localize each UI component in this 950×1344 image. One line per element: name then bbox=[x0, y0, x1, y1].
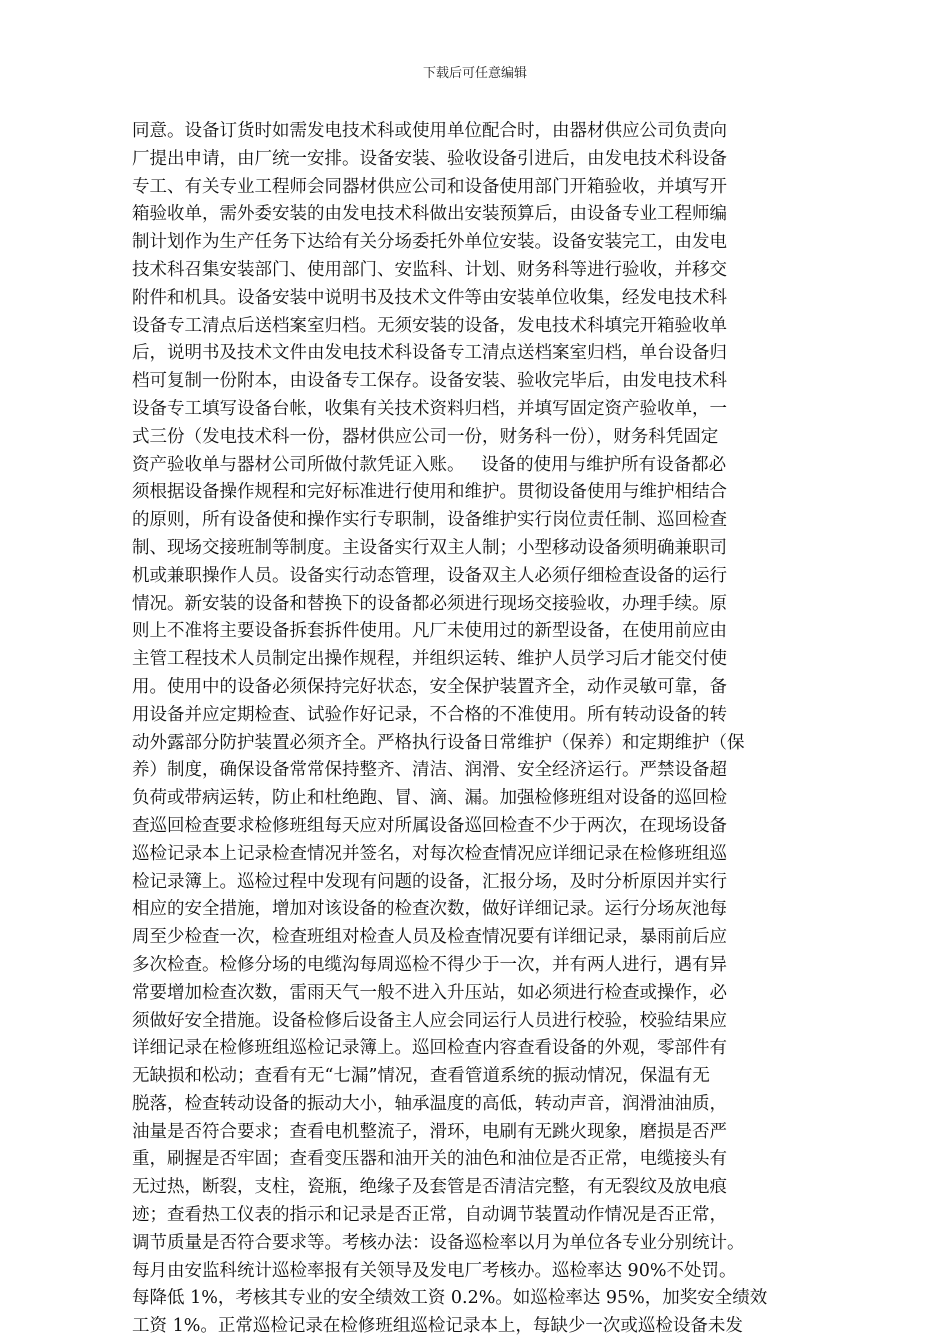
text-line: 每月由安监科统计巡检率报有关领导及发电厂考核办。巡检率达 90%不处罚。 bbox=[132, 1260, 737, 1281]
text-line: 无缺损和松动；查看有无“七漏”情况，查看管道系统的振动情况，保温有无 bbox=[132, 1066, 710, 1087]
text-line: 须根据设备操作规程和完好标准进行使用和维护。贯彻设备使用与维护相结合 bbox=[132, 482, 727, 503]
text-line: 箱验收单，需外委安装的由发电技术科做出安装预算后，由设备专业工程师编 bbox=[132, 204, 727, 225]
text-line: 巡检记录本上记录检查情况并签名，对每次检查情况应详细记录在检修班组巡 bbox=[132, 843, 727, 864]
text-line: 每降低 1%，考核其专业的安全绩效工资 0.2%。如巡检率达 95%，加奖安全绩效 bbox=[132, 1288, 768, 1309]
text-line: 同意。设备订货时如需发电技术科或使用单位配合时，由器材供应公司负责向 bbox=[132, 121, 727, 141]
text-line: 技术科召集安装部门、使用部门、安监科、计划、财务科等进行验收，并移交 bbox=[132, 259, 727, 280]
text-line: 相应的安全措施，增加对该设备的检查次数，做好详细记录。运行分场灰池每 bbox=[132, 899, 727, 920]
text-line: 的原则，所有设备使和操作实行专职制，设备维护实行岗位责任制、巡回检查 bbox=[132, 510, 727, 531]
text-line: 主管工程技术人员制定出操作规程，并组织运转、维护人员学习后才能交付使 bbox=[132, 649, 727, 670]
text-line: 须做好安全措施。设备检修后设备主人应会同运行人员进行校验，校验结果应 bbox=[132, 1010, 727, 1031]
text-line: 调节质量是否符合要求等。考核办法：设备巡检率以月为单位各专业分别统计。 bbox=[132, 1232, 745, 1253]
text-line: 设备专工填写设备台帐，收集有关技术资料归档，并填写固定资产验收单，一 bbox=[132, 398, 727, 419]
text-line: 用。使用中的设备必须保持完好状态，安全保护装置齐全，动作灵敏可靠，备 bbox=[132, 676, 727, 697]
text-line: 后，说明书及技术文件由发电技术科设备专工清点送档案室归档，单台设备归 bbox=[132, 343, 727, 364]
text-line: 则上不准将主要设备拆套拆件使用。凡厂未使用过的新型设备，在使用前应由 bbox=[132, 621, 727, 642]
text-line: 机或兼职操作人员。设备实行动态管理，设备双主人必须仔细检查设备的运行 bbox=[132, 565, 727, 586]
text-line: 详细记录在检修班组巡检记录簿上。巡回检查内容查看设备的外观，零部件有 bbox=[132, 1038, 727, 1059]
text-line: 养）制度，确保设备常常保持整齐、清洁、润滑、安全经济运行。严禁设备超 bbox=[132, 760, 727, 781]
text-line: 专工、有关专业工程师会同器材供应公司和设备使用部门开箱验收，并填写开 bbox=[132, 176, 727, 197]
text-line: 周至少检查一次，检查班组对检查人员及检查情况要有详细记录，暴雨前后应 bbox=[132, 927, 727, 948]
text-line: 油量是否符合要求；查看电机整流子，滑环，电刷有无跳火现象，磨损是否严 bbox=[132, 1121, 727, 1142]
text-line: 查巡回检查要求检修班组每天应对所属设备巡回检查不少于两次，在现场设备 bbox=[132, 815, 727, 836]
text-line: 式三份（发电技术科一份，器材供应公司一份，财务科一份），财务科凭固定 bbox=[132, 426, 719, 447]
text-line: 无过热，断裂，支柱，瓷瓶，绝缘子及套管是否清洁完整，有无裂纹及放电痕 bbox=[132, 1177, 727, 1198]
text-line: 制计划作为生产任务下达给有关分场委托外单位安装。设备安装完工，由发电 bbox=[132, 232, 727, 253]
page-header: 下载后可任意编辑 bbox=[422, 66, 527, 81]
text-line: 资产验收单与器材公司所做付款凭证入账。 设备的使用与维护所有设备都必 bbox=[132, 454, 727, 475]
text-line: 多次检查。检修分场的电缆沟每周巡检不得少于一次，并有两人进行，遇有异 bbox=[132, 954, 727, 975]
text-line: 脱落，检查转动设备的振动大小，轴承温度的高低，转动声音，润滑油油质， bbox=[132, 1093, 727, 1114]
text-line: 检记录簿上。巡检过程中发现有问题的设备，汇报分场，及时分析原因并实行 bbox=[132, 871, 727, 892]
text-line: 迹；查看热工仪表的指示和记录是否正常，自动调节装置动作情况是否正常， bbox=[132, 1205, 727, 1226]
text-line: 附件和机具。设备安装中说明书及技术文件等由安装单位收集，经发电技术科 bbox=[132, 287, 727, 308]
text-line: 用设备并应定期检查、试验作好记录，不合格的不准使用。所有转动设备的转 bbox=[132, 704, 727, 725]
text-line: 厂提出申请，由厂统一安排。设备安装、验收设备引进后，由发电技术科设备 bbox=[132, 148, 727, 169]
text-line: 负荷或带病运转，防止和杜绝跑、冒、滴、漏。加强检修班组对设备的巡回检 bbox=[132, 788, 727, 809]
text-line: 工资 1%。正常巡检记录在检修班组巡检记录本上，每缺少一次或巡检设备未发 bbox=[132, 1316, 743, 1337]
text-line: 档可复制一份附本，由设备专工保存。设备安装、验收完毕后，由发电技术科 bbox=[132, 371, 727, 392]
text-line: 重，刷握是否牢固；查看变压器和油开关的油色和油位是否正常，电缆接头有 bbox=[132, 1149, 727, 1170]
text-line: 制、现场交接班制等制度。主设备实行双主人制；小型移动设备须明确兼职司 bbox=[132, 537, 727, 558]
text-line: 动外露部分防护装置必须齐全。严格执行设备日常维护（保养）和定期维护（保 bbox=[132, 732, 745, 753]
text-line: 常要增加检查次数，雷雨天气一般不进入升压站，如必须进行检查或操作，必 bbox=[132, 982, 727, 1003]
document-body bbox=[132, 118, 822, 1341]
text-line: 设备专工清点后送档案室归档。无须安装的设备，发电技术科填完开箱验收单 bbox=[132, 315, 727, 336]
text-line: 情况。新安装的设备和替换下的设备都必须进行现场交接验收，办理手续。原 bbox=[132, 593, 727, 614]
